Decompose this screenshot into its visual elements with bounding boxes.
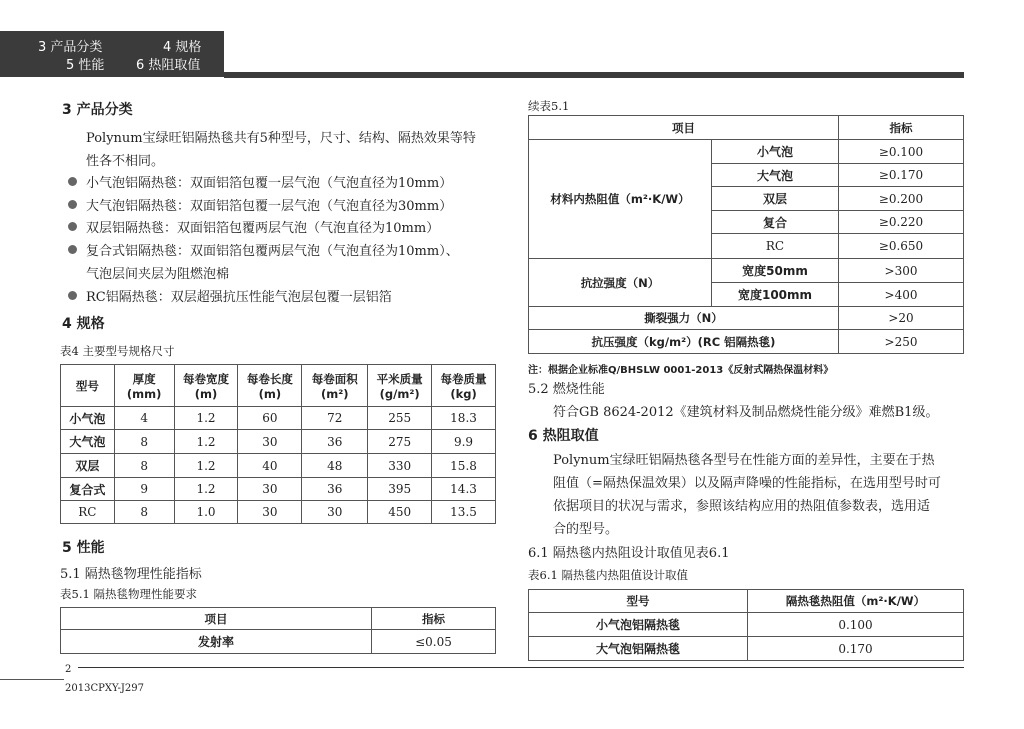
list-item: 小气泡铝隔热毯：双面铝箔包覆一层气泡（气泡直径为10mm） <box>86 176 453 191</box>
col-header: 每卷长度 (m) <box>238 365 302 407</box>
col-header: 指标 <box>372 608 496 630</box>
section-nav-header <box>0 31 224 77</box>
paragraph: 依据项目的状况与需求，参照该结构应用的热阻值参数表，选用适 <box>553 499 931 514</box>
list-item: 复合式铝隔热毯：双面铝箔包覆两层气泡（气泡直径为10mm）、 <box>86 244 459 259</box>
paragraph: Polynum宝绿旺铝隔热毯共有5种型号，尺寸、结构、隔热效果等特 <box>86 131 476 146</box>
physical-props-table-cont: 项目 指标 材料内热阻值（m²·K/W） 小气泡 ≥0.100 大气泡 ≥0.170 双层 ≥0.200 复合 ≥0.220 RC ≥0.650 抗拉强度（N） 宽度50mm >300 宽度100mm >400 撕裂强力（N） >20 抗压强度（kg/m²）(RC 铝隔热毯) >250 <box>528 115 964 354</box>
table-note: 注：根据企业标准Q/BHSLW 0001-2013《反射式隔热保温材料》 <box>528 365 834 376</box>
paragraph: 符合GB 8624-2012《建筑材料及制品燃烧性能分级》难燃B1级。 <box>553 405 939 420</box>
col-header: 隔热毯热阻值（m²·K/W） <box>748 590 964 613</box>
physical-props-table <box>60 607 496 654</box>
table-caption: 表4 主要型号规格尺寸 <box>60 344 175 358</box>
bullet-icon <box>68 291 77 300</box>
nav-item: 5 性能 <box>66 58 105 73</box>
list-item-cont: 气泡层间夹层为阻燃泡棉 <box>86 267 230 282</box>
table-row: 小气泡铝隔热毯 0.100 <box>529 613 964 637</box>
col-header: 厚度 (mm) <box>114 365 174 407</box>
spec-table <box>60 364 496 524</box>
page-number: 2 <box>65 664 72 675</box>
nav-item: 4 规格 <box>163 40 202 55</box>
paragraph: 性各不相同。 <box>86 154 165 169</box>
bullet-icon <box>68 177 77 186</box>
subsection-title: 5.2 燃烧性能 <box>528 382 605 397</box>
section-3-title: 3 产品分类 <box>62 102 133 118</box>
list-item: 双层铝隔热毯：双面铝箔包覆两层气泡（气泡直径为10mm） <box>86 221 440 236</box>
col-header: 每卷宽度 (m) <box>174 365 238 407</box>
nav-item: 6 热阻取值 <box>136 58 201 73</box>
table-caption: 表6.1 隔热毯内热阻值设计取值 <box>528 568 688 582</box>
col-header: 每卷面积 (m²) <box>302 365 368 407</box>
table-caption: 续表5.1 <box>528 99 570 113</box>
col-header: 每卷质量 (kg) <box>432 365 496 407</box>
table-row: 小气泡 4 1.2 60 72 255 18.3 <box>61 407 496 430</box>
table-row: 大气泡 8 1.2 30 36 275 9.9 <box>61 430 496 454</box>
col-header: 项目 <box>61 608 372 630</box>
table-row: 双层 8 1.2 40 48 330 15.8 <box>61 454 496 478</box>
bullet-icon <box>68 245 77 254</box>
table-row: 发射率 ≤0.05 <box>61 630 496 654</box>
paragraph: 合的型号。 <box>553 522 619 537</box>
section-4-title: 4 规格 <box>62 316 105 332</box>
thermal-resistance-table <box>528 589 964 661</box>
subsection-title: 5.1 隔热毯物理性能指标 <box>60 567 202 582</box>
paragraph: Polynum宝绿旺铝隔热毯各型号在性能方面的差异性，主要在于热 <box>553 453 935 468</box>
paragraph: 阻值（=隔热保温效果）以及隔声降噪的性能指标，在选用型号时可 <box>553 476 941 491</box>
table-row: 复合式 9 1.2 30 36 395 14.3 <box>61 478 496 501</box>
footer-rule-short <box>0 679 64 680</box>
col-header: 项目 <box>529 116 839 140</box>
list-item: RC铝隔热毯：双层超强抗压性能气泡层包覆一层铝箔 <box>86 290 392 305</box>
doc-code: 2013CPXY-J297 <box>65 683 144 694</box>
nav-item: 3 产品分类 <box>38 40 103 55</box>
col-header: 型号 <box>529 590 748 613</box>
col-header: 平米质量 (g/m²) <box>368 365 432 407</box>
subsection-title: 6.1 隔热毯内热阻设计取值见表6.1 <box>528 546 730 561</box>
table-caption: 表5.1 隔热毯物理性能要求 <box>60 587 197 601</box>
bullet-icon <box>68 200 77 209</box>
bullet-icon <box>68 222 77 231</box>
footer-rule <box>78 667 964 668</box>
col-header: 型号 <box>61 365 115 407</box>
section-5-title: 5 性能 <box>62 540 105 556</box>
section-6-title: 6 热阻取值 <box>528 428 599 444</box>
col-header: 指标 <box>839 116 964 140</box>
table-row: 大气泡铝隔热毯 0.170 <box>529 637 964 661</box>
header-rule <box>224 72 964 78</box>
table-row: RC 8 1.0 30 30 450 13.5 <box>61 501 496 524</box>
list-item: 大气泡铝隔热毯：双面铝箔包覆一层气泡（气泡直径为30mm） <box>86 199 453 214</box>
